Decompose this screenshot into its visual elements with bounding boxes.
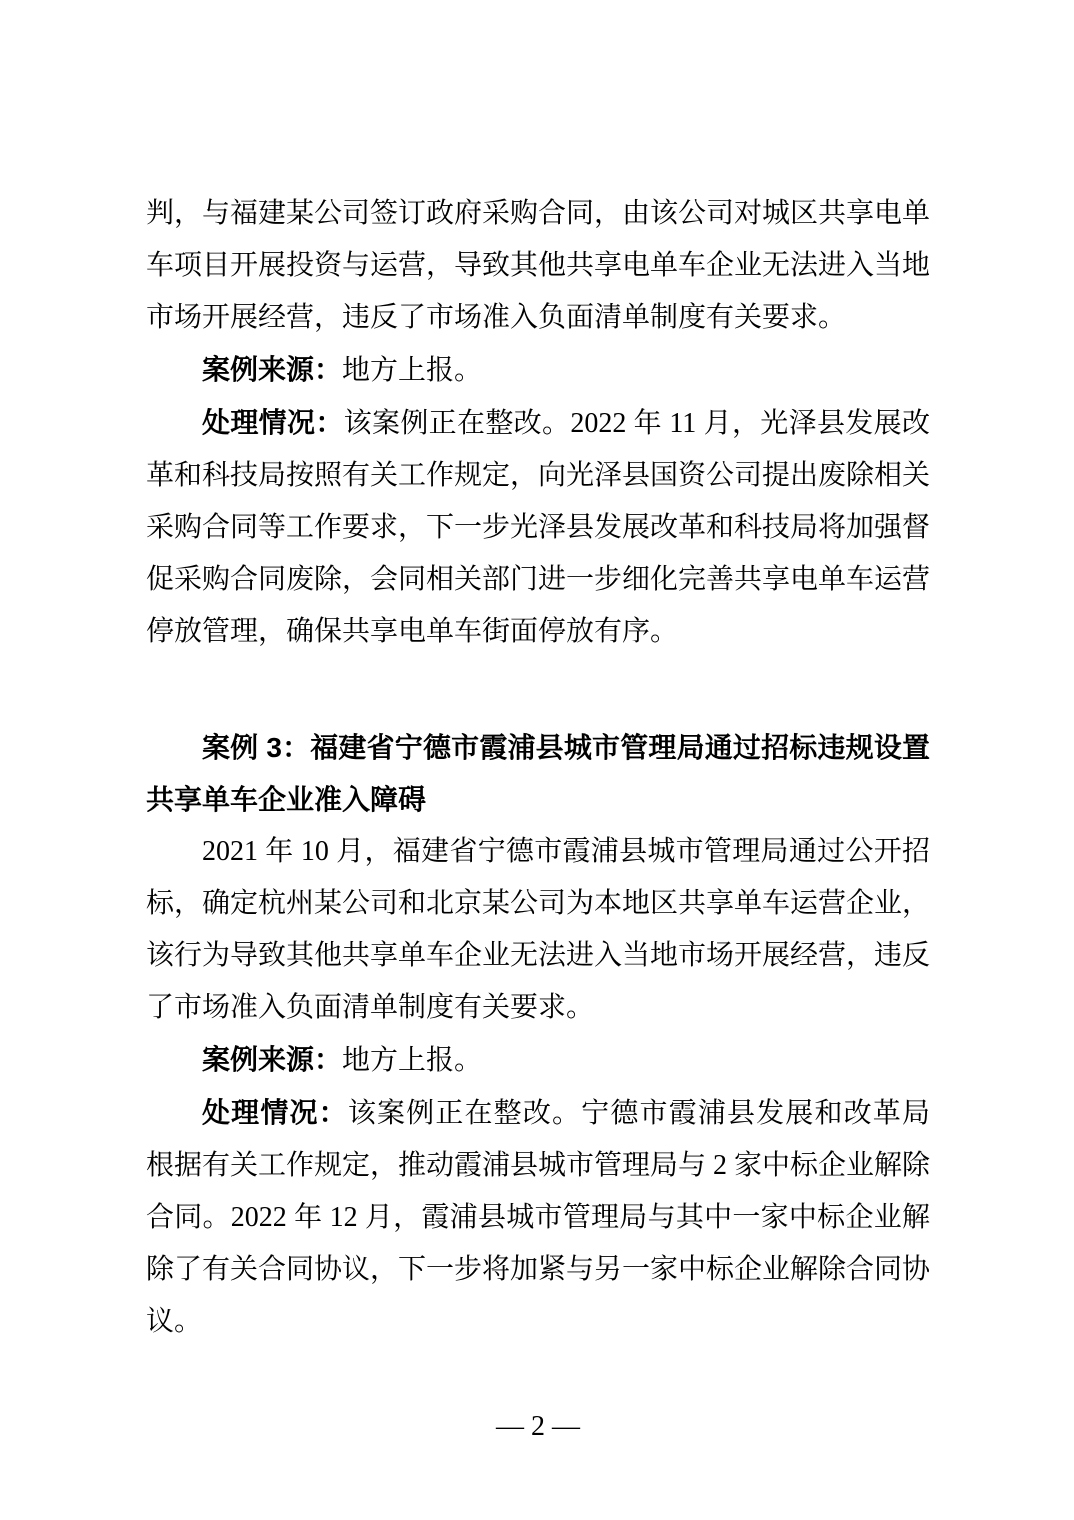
case3-body-paragraph: 2021 年 10 月，福建省宁德市霞浦县城市管理局通过公开招标，确定杭州某公司和北京某公司为本地区共享单车运营企业，该行为导致其他共享单车企业无法进入当地市场开展经营，违反了市场准入负面清单制度有关要求。 xyxy=(146,836,931,1023)
case2-source-text: 地方上报。 xyxy=(342,355,483,386)
case3-source-text: 地方上报。 xyxy=(342,1045,483,1076)
case2-handling-text: 该案例正在整改。2022 年 11 月，光泽县发展改革和科技局按照有关工作规定，向光泽县国资公司提出废除相关采购合同等工作要求，下一步光泽县发展改革和科技局将加强督促采购合同废除，会同相关部门进一步细化完善共享电单车运营停放管理，确保共享电单车街面停放有序。 xyxy=(146,408,931,647)
case2-source-paragraph xyxy=(146,344,930,397)
case3-handling-text: 该案例正在整改。宁德市霞浦县发展和改革局根据有关工作规定，推动霞浦县城市管理局与 2 家中标企业解除合同。2022 年 12 月，霞浦县城市管理局与其中一家中标企业解除了有关合同协议，下一步将加紧与另一家中标企业解除合同协议。 xyxy=(146,1098,931,1337)
continuation-paragraph: 判，与福建某公司签订政府采购合同，由该公司对城区共享电单车项目开展投资与运营，导致其他共享电单车企业无法进入当地市场开展经营，违反了市场准入负面清单制度有关要求。 xyxy=(146,198,931,333)
case3-source-label: 案例来源： xyxy=(202,1044,343,1075)
case2-source-label: 案例来源： xyxy=(202,354,343,385)
case3-handling-paragraph xyxy=(146,1087,930,1348)
case3-source-paragraph xyxy=(146,1034,930,1087)
case2-handling-paragraph xyxy=(146,397,930,658)
case3-heading: 案例 3：福建省宁德市霞浦县城市管理局通过招标违规设置共享单车企业准入障碍 xyxy=(146,732,930,815)
case2-handling-label: 处理情况： xyxy=(202,407,344,438)
case3-handling-label: 处理情况： xyxy=(202,1097,348,1128)
page-number: — 2 — xyxy=(496,1411,580,1442)
